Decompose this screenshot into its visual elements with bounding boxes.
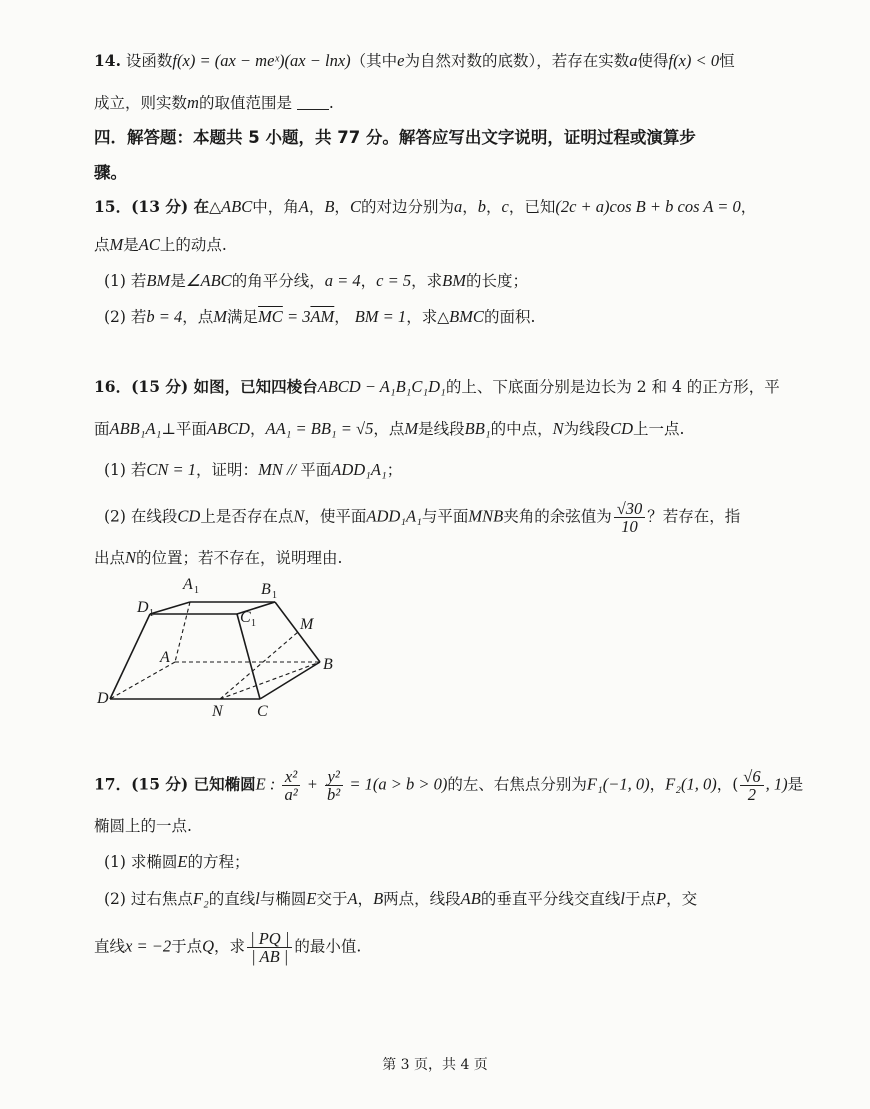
segment-NM <box>220 632 298 699</box>
q14-line2: 成立，则实数m的取值范围是 . <box>94 93 334 112</box>
label-M: M <box>300 616 314 633</box>
label-D1: D <box>137 599 149 616</box>
q17-part1: (1) 求椭圆E的方程； <box>104 852 250 871</box>
label-B: B <box>323 656 333 673</box>
q14-line1: 14. 设函数f(x) = (ax − meˣ)(ax − lnx)（其中e为自然对数的底数），若存在实数a使得f(x) < 0恒 <box>94 51 735 70</box>
label-A: A <box>160 649 170 666</box>
section4-heading-cont: 骤。 <box>94 163 127 182</box>
page-footer: 第 3 页，共 4 页 <box>382 1057 488 1073</box>
label-D: D <box>97 690 109 707</box>
q16-line2: 面ABB₁A₁⊥平面ABCD，AA₁ = BB₁ = √5，点M是线段BB₁的中点，N为线段CD上一点. <box>94 419 685 438</box>
label-D1-sub: 1 <box>149 608 154 619</box>
label-B1: B <box>261 581 271 598</box>
fraction-PQ-over-AB: $\frac{| PQ |}{| AB |}$ <box>247 930 292 965</box>
fraction-sqrt30-over-10: $\frac{√30}{10}$ <box>614 500 646 535</box>
q16-part1: (1) 若CN = 1，证明：MN // 平面ADD₁A₁； <box>104 460 403 479</box>
label-C1: C <box>240 609 251 626</box>
edge-C1C <box>237 614 260 699</box>
label-A1-sub: 1 <box>194 585 199 596</box>
edge-D1A1 <box>150 602 190 614</box>
section4-heading: 四．解答题：本题共 5 小题，共 77 分。解答应写出文字说明，证明过程或演算步 <box>94 128 696 147</box>
fraction-sqrt6-over-2: $\frac{√6}{2}$ <box>740 768 763 803</box>
edge-D1D <box>110 614 150 699</box>
label-C1-sub: 1 <box>251 618 256 629</box>
q15-line2: 点M是AC上的动点. <box>94 235 227 254</box>
edge-AD <box>110 662 175 699</box>
q17-line5: 直线x = −2于点Q，求 $\frac{| PQ |}{| AB |}$ 的最小值. <box>94 929 362 966</box>
fraction-x2-a2: $\frac{\text{x²}}{\text{a²}}$ <box>281 768 300 803</box>
q15-line1: 15．(13 分) 在△ABC中，角A，B，C的对边分别为a，b，c，已知(2c + a)cos B + b cos A = 0， <box>94 197 757 216</box>
q17-part2: (2) 过右焦点F₂的直线l与椭圆E交于A，B两点，线段AB的垂直平分线交直线l于点P，交 <box>104 889 698 908</box>
label-B1-sub: 1 <box>272 590 277 601</box>
q17-line1: 17．(15 分) 已知椭圆E : $\frac{\text{x²}}{\text{a²}}$ + $\frac{\text{y²}}{\text{b²}}$ = 1(a > b > 0)的左、右焦点分别为F₁(−1, 0)，F₂(1, 0)，( $\frac{√6}{2}$ , 1)是 <box>94 767 804 804</box>
answer-blank <box>297 95 329 110</box>
q16-part2: (2) 在线段CD上是否存在点N，使平面ADD₁A₁与平面MNB夹角的余弦值为 $\frac{√30}{10}$ ？若存在，指 <box>104 499 741 536</box>
fraction-y2-b2: $\frac{\text{y²}}{\text{b²}}$ <box>324 768 343 803</box>
q15-part1: (1) 若BM是∠ABC的角平分线，a = 4，c = 5，求BM的长度； <box>104 271 528 290</box>
label-C: C <box>257 703 268 720</box>
q15-part2: (2) 若b = 4，点M满足$\overline{MC} = 3\overline{AM}$， BM = 1，求△BMC的面积. <box>104 307 536 326</box>
q16-line1: 16．(15 分) 如图，已知四棱台ABCD − A₁B₁C₁D₁的上、下底面分别是边长为 2 和 4 的正方形，平 <box>94 377 780 396</box>
label-N: N <box>212 703 223 720</box>
edge-A1A <box>175 602 190 662</box>
frustum-figure <box>95 572 355 722</box>
q17-line2: 椭圆上的一点. <box>94 817 192 835</box>
q16-line5: 出点N的位置；若不存在，说明理由. <box>94 548 343 567</box>
label-A1: A <box>183 576 193 593</box>
